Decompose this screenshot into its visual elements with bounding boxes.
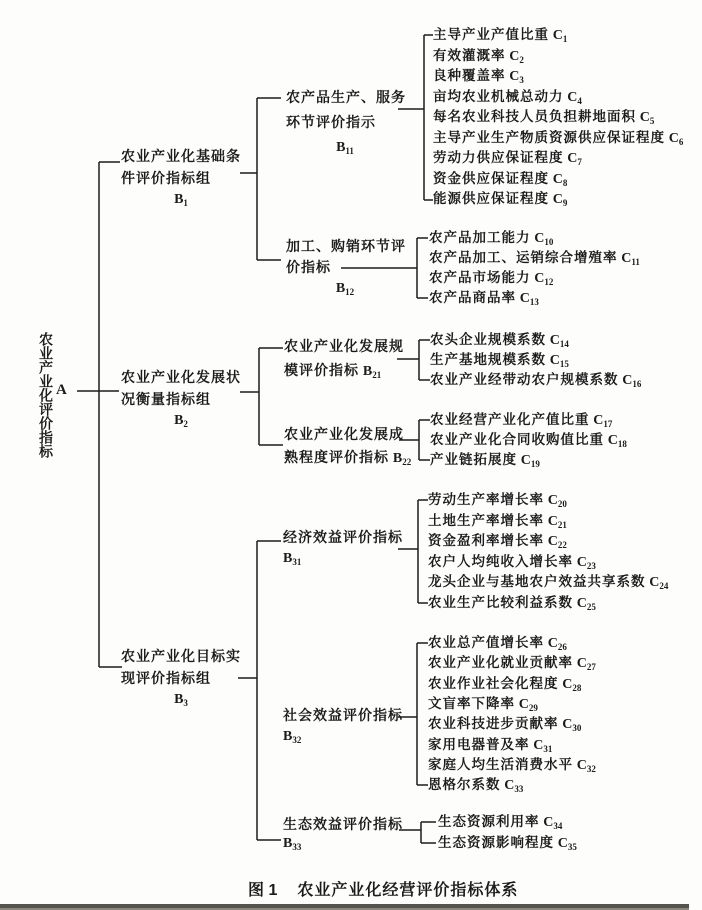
indicator-C20: [428, 491, 567, 510]
indicator-symbol: $C_{17}$: [593, 413, 613, 429]
indicator-text: 有效灌溉率: [433, 48, 506, 63]
indicator-C32: [428, 756, 596, 775]
indicator-symbol: $C_{35}$: [557, 836, 577, 852]
indicator-C23: [428, 553, 596, 572]
indicator-text: 良种覆盖率: [433, 68, 506, 83]
indicator-text: 资金盈利率增长率: [428, 533, 544, 548]
node-b21-line2: 模评价指标 $B_{21}$: [284, 362, 382, 380]
indicator-text: 农业产业化就业贡献率: [428, 655, 573, 670]
indicator-symbol: $C_{10}$: [534, 231, 554, 247]
indicator-symbol: $C_{30}$: [562, 717, 582, 733]
indicator-text: 生态资源影响程度: [438, 835, 554, 850]
indicator-text: 产业链拓展度: [430, 452, 517, 467]
node-b22-symbol: $B_{22}$: [392, 451, 412, 467]
indicator-symbol: $C_9$: [552, 192, 568, 208]
indicator-symbol: $C_{31}$: [533, 738, 553, 754]
figure-number: 图 1: [248, 882, 278, 899]
node-b21-symbol: $B_{21}$: [362, 364, 382, 380]
node-b3-symbol: $B_3$: [174, 692, 188, 708]
node-b32-line1: 社会效益评价指标: [283, 707, 403, 723]
indicator-C8: [433, 170, 567, 189]
indicator-C34: [438, 813, 562, 832]
indicator-text: 每名农业科技人员负担耕地面积: [433, 109, 636, 124]
indicator-symbol: $C_{33}$: [504, 778, 524, 794]
indicator-C21: [428, 512, 567, 531]
node-b33-line1: 生态效益评价指标: [283, 816, 403, 832]
figure-caption: [248, 877, 518, 900]
indicator-symbol: $C_{26}$: [547, 636, 567, 652]
indicator-C2: [433, 47, 524, 66]
indicator-symbol: $C_{11}$: [621, 251, 640, 267]
node-b33: [283, 814, 403, 854]
indicator-symbol: $C_{15}$: [549, 353, 569, 369]
node-b12-symbol: $B_{12}$: [335, 281, 355, 297]
node-b12-line1: 加工、购销环节评: [286, 238, 406, 254]
indicator-symbol: $C_{25}$: [576, 596, 596, 612]
node-b3-line1: 农业产业化目标实: [121, 648, 241, 664]
indicator-symbol: $C_{22}$: [547, 534, 567, 550]
indicator-symbol: $C_{23}$: [576, 555, 596, 571]
indicator-C26: [428, 634, 567, 653]
indicator-C5: [433, 108, 654, 127]
node-b1-line2: 件评价指标组: [121, 170, 211, 186]
indicator-C33: [428, 776, 523, 795]
indicator-symbol: $C_{34}$: [543, 815, 563, 831]
indicator-symbol: $C_{27}$: [576, 656, 596, 672]
indicator-symbol: $C_{32}$: [576, 758, 596, 774]
indicator-text: 农业产业经带动农户规模系数: [430, 372, 619, 387]
bracket-b2: [240, 348, 283, 445]
node-b32-symbol: $B_{32}$: [283, 729, 302, 745]
indicator-text: 主导产业生产物质资源供应保证程度: [433, 130, 665, 145]
indicator-text: 农头企业规模系数: [430, 332, 546, 347]
node-b3: [121, 645, 241, 711]
node-b1-symbol: $B_1$: [174, 192, 188, 208]
indicator-text: 家庭人均生活消费水平: [428, 757, 573, 772]
indicator-symbol: $C_7$: [567, 151, 582, 167]
root-node-label: 农业产业化评价指标: [38, 332, 54, 458]
indicator-C25: [428, 594, 596, 613]
indicator-C22: [428, 532, 567, 551]
node-b2: [121, 366, 241, 432]
trunk-bracket: [77, 162, 122, 667]
indicator-text: 农产品市场能力: [429, 270, 531, 285]
indicator-text: 农业科技进步贡献率: [428, 716, 559, 731]
node-b11-line2: 环节评价指示: [286, 114, 376, 130]
indicator-C18: [430, 431, 627, 450]
indicator-text: 资金供应保证程度: [433, 171, 549, 186]
indicator-text: 劳动生产率增长率: [428, 492, 544, 507]
node-b2-line1: 农业产业化发展状: [121, 369, 241, 385]
indicator-text: 能源供应保证程度: [433, 191, 549, 206]
node-b12-line2: 价指标: [286, 259, 331, 275]
node-b11: [286, 85, 404, 160]
node-b12: [286, 236, 404, 299]
indicator-C1: [433, 26, 567, 45]
node-b1: [121, 145, 241, 211]
indicator-symbol: $C_2$: [509, 49, 524, 65]
indicator-symbol: $C_5$: [639, 110, 655, 126]
node-b22-line1: 农业产业化发展成: [284, 426, 404, 442]
indicator-text: 恩格尔系数: [428, 777, 501, 792]
indicator-symbol: $C_1$: [552, 28, 568, 44]
node-b2-symbol: $B_2$: [174, 413, 188, 429]
indicator-text: 农产品加工、运销综合增殖率: [429, 250, 618, 265]
indicator-text: 农产品商品率: [429, 290, 516, 305]
bracket-b3: [238, 541, 281, 840]
indicator-text: 农业总产值增长率: [428, 635, 544, 650]
node-b11-symbol: $B_{11}$: [336, 140, 354, 156]
node-b22-line2: 熟程度评价指标 $B_{22}$: [284, 449, 412, 467]
indicator-C13: [429, 289, 539, 308]
indicator-C11: [429, 249, 640, 268]
indicator-text: 农业经营产业化产值比重: [430, 412, 590, 427]
indicator-C24: [428, 573, 668, 592]
indicator-text: 农业作业社会化程度: [428, 676, 559, 691]
indicator-symbol: $C_6$: [668, 131, 684, 147]
node-b31: [283, 527, 403, 569]
indicator-symbol: $C_{13}$: [519, 291, 539, 307]
indicator-text: 劳动力供应保证程度: [433, 150, 564, 165]
figure-title: 农业产业化经营评价指标体系: [297, 882, 519, 899]
indicator-C31: [428, 736, 552, 755]
indicator-C35: [438, 834, 577, 853]
node-b32: [283, 704, 403, 748]
node-b31-line1: 经济效益评价指标: [283, 529, 403, 545]
root-node-symbol: A: [56, 382, 67, 398]
indicator-C17: [430, 411, 612, 430]
indicator-symbol: $C_{24}$: [649, 575, 669, 591]
node-b3-line2: 现评价指标组: [121, 670, 211, 686]
indicator-C10: [429, 229, 553, 248]
indicator-C15: [430, 351, 569, 370]
indicator-C3: [433, 67, 524, 86]
indicator-text: 家用电器普及率: [428, 737, 530, 752]
indicator-C9: [433, 190, 567, 209]
node-b31-symbol: $B_{31}$: [283, 551, 302, 567]
indicator-C6: [433, 129, 683, 148]
indicator-symbol: $C_{28}$: [562, 677, 582, 693]
indicator-symbol: $C_3$: [509, 69, 524, 85]
indicator-C16: [430, 371, 641, 390]
indicator-text: 文盲率下降率: [428, 696, 515, 711]
indicator-symbol: $C_{16}$: [622, 373, 642, 389]
indicator-C30: [428, 715, 581, 734]
indicator-C12: [429, 269, 553, 288]
node-b2-line2: 况衡量指标组: [121, 391, 211, 407]
indicator-text: 农产品加工能力: [429, 230, 531, 245]
indicator-symbol: $C_{14}$: [549, 333, 569, 349]
node-b33-symbol: $B_{33}$: [283, 836, 302, 852]
node-b21: [284, 334, 404, 384]
indicator-C4: [433, 88, 582, 107]
indicator-text: 生产基地规模系数: [430, 352, 546, 367]
indicator-symbol: $C_4$: [567, 90, 582, 106]
indicator-C19: [430, 451, 540, 470]
indicator-text: 生态资源利用率: [438, 814, 540, 829]
indicator-symbol: $C_{29}$: [518, 697, 538, 713]
node-b22: [284, 423, 411, 470]
indicator-text: 亩均农业机械总动力: [433, 89, 564, 104]
indicator-C28: [428, 675, 581, 694]
bracket-c34-c35: [399, 822, 436, 843]
bracket-b1: [240, 98, 281, 260]
indicator-symbol: $C_{20}$: [547, 493, 567, 509]
indicator-text: 龙头企业与基地农户效益共享系数: [428, 574, 646, 589]
indicator-symbol: $C_8$: [552, 172, 568, 188]
indicator-text: 农业生产比较利益系数: [428, 595, 573, 610]
node-b21-line1: 农业产业化发展规: [284, 338, 404, 354]
indicator-C14: [430, 331, 569, 350]
node-b1-line1: 农业产业化基础条: [121, 148, 241, 164]
indicator-C27: [428, 654, 596, 673]
indicator-symbol: $C_{19}$: [520, 453, 540, 469]
indicator-text: 土地生产率增长率: [428, 513, 544, 528]
indicator-text: 主导产业产值比重: [433, 27, 549, 42]
indicator-text: 农户人均纯收入增长率: [428, 554, 573, 569]
indicator-symbol: $C_{18}$: [607, 433, 627, 449]
indicator-symbol: $C_{12}$: [534, 271, 554, 287]
indicator-text: 农业产业化合同收购值比重: [430, 432, 604, 447]
indicator-C7: [433, 149, 582, 168]
node-b11-line1: 农产品生产、服务: [286, 89, 406, 105]
indicator-symbol: $C_{21}$: [547, 514, 567, 530]
indicator-C29: [428, 695, 538, 714]
